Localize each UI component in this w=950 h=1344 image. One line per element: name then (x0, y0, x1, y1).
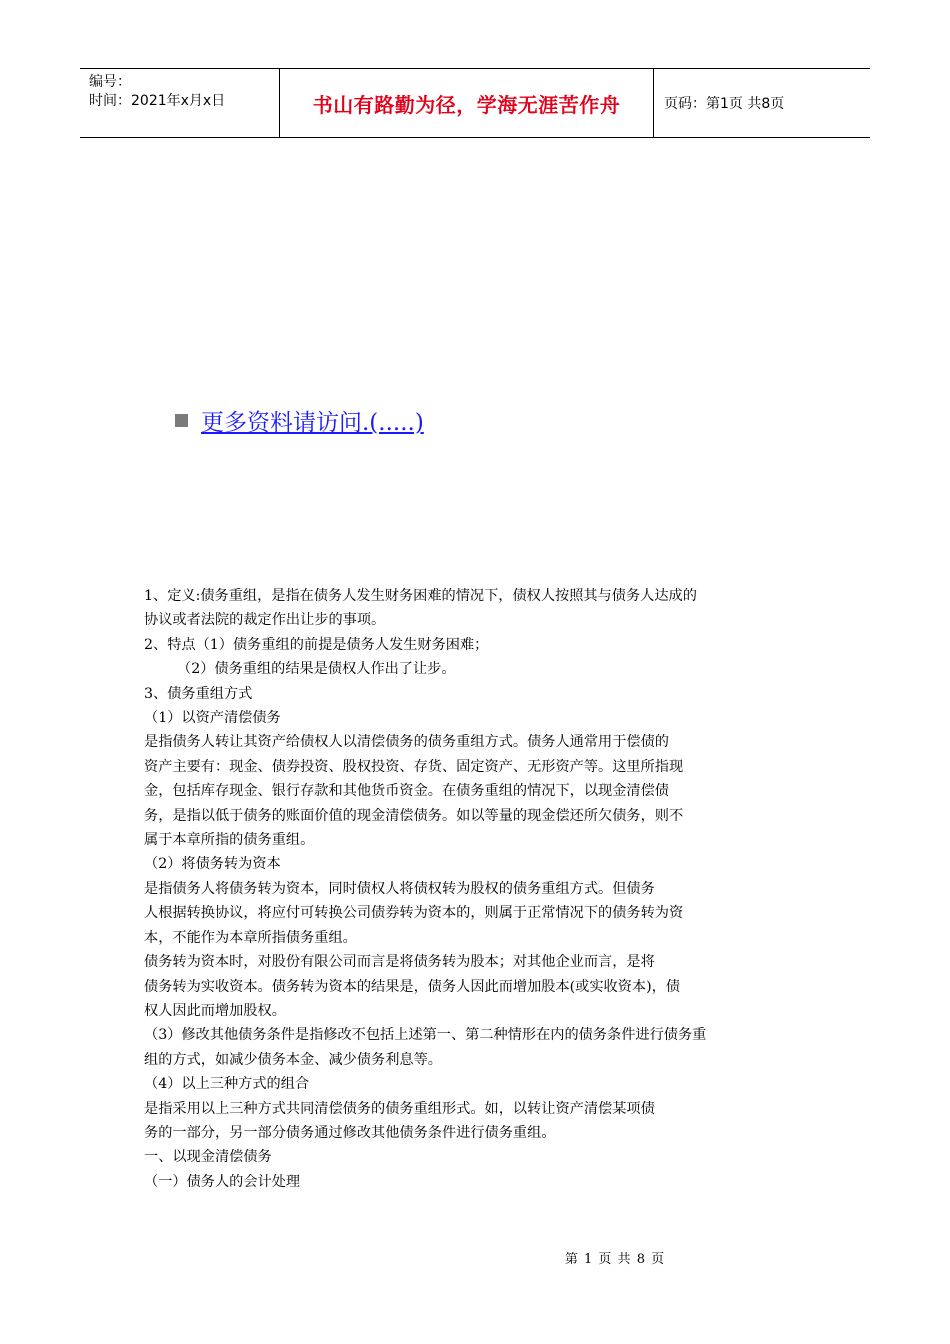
body-line: 债务转为资本时，对股份有限公司而言是将债务转为股本；对其他企业而言，是将 (144, 954, 655, 971)
body-line: 1、定义:债务重组，是指在债务人发生财务困难的情况下，债权人按照其与债务人达成的 (144, 588, 697, 604)
motto-text: 书山有路勤为径，学海无涯苦作舟 (312, 92, 621, 117)
document-time-label: 时间：2021年x月x日 (89, 93, 226, 109)
body-line: 债务转为实收资本。债务转为资本的结果是，债务人因此而增加股本(或实收资本)，债 (144, 978, 681, 995)
header-table (80, 68, 870, 138)
body-line: 是指采用以上三种方式共同清偿债务的债务重组形式。如，以转让资产清偿某项债 (144, 1100, 655, 1117)
body-line: 务，是指以低于债务的账面价值的现金清偿债务。如以等量的现金偿还所欠债务，则不 (144, 807, 684, 824)
body-line: 2、特点（1）债务重组的前提是债务人发生财务困难； (144, 636, 489, 653)
body-line: （2）将债务转为资本 (144, 856, 281, 873)
more-link-row (175, 404, 424, 437)
more-resources-link[interactable]: 更多资料请访问.(.....) (201, 410, 424, 436)
body-line: （2）债务重组的结果是债权人作出了让步。 (177, 661, 456, 678)
page-footer: 第 1 页 共 8 页 (564, 1252, 666, 1267)
body-line: 组的方式，如减少债务本金、减少债务利息等。 (144, 1051, 442, 1068)
header-page-cell (654, 69, 870, 137)
body-line: 务的一部分，另一部分债务通过修改其他债务条件进行债务重组。 (144, 1124, 556, 1141)
body-line: 一、以现金清偿债务 (144, 1149, 272, 1166)
body-line: 是指债务人转让其资产给债权人以清偿债务的债务重组方式。债务人通常用于偿债的 (144, 734, 669, 751)
page-info: 页码：第1页 共8页 (664, 96, 785, 112)
body-line: 协议或者法院的裁定作出让步的事项。 (144, 612, 386, 629)
body-line: 人根据转换协议，将应付可转换公司债券转为资本的，则属于正常情况下的债务转为资 (144, 905, 684, 922)
body-line: 属于本章所指的债务重组。 (144, 832, 315, 849)
body-line: 本，不能作为本章所指债务重组。 (144, 929, 357, 946)
body-line: （1）以资产清偿债务 (144, 710, 281, 727)
body-line: 3、债务重组方式 (144, 685, 253, 702)
body-line: （一）债务人的会计处理 (144, 1173, 301, 1190)
square-bullet-icon (175, 414, 188, 427)
body-line: 资产主要有：现金、债券投资、股权投资、存货、固定资产、无形资产等。这里所指现 (144, 758, 684, 775)
body-line: （3）修改其他债务条件是指修改不包括上述第一、第二种情形在内的债务条件进行债务重 (144, 1027, 707, 1044)
body-line: 金，包括库存现金、银行存款和其他货币资金。在债务重组的情况下，以现金清偿债 (144, 783, 669, 800)
body-line: （4）以上三种方式的组合 (144, 1076, 310, 1093)
document-number-label: 编号： (89, 74, 131, 90)
document-body (144, 584, 814, 1194)
header-meta-cell (80, 69, 280, 137)
body-line: 权人因此而增加股权。 (144, 1002, 286, 1019)
header-motto-cell (280, 69, 654, 137)
body-line: 是指债务人将债务转为资本，同时债权人将债权转为股权的债务重组方式。但债务 (144, 880, 655, 897)
